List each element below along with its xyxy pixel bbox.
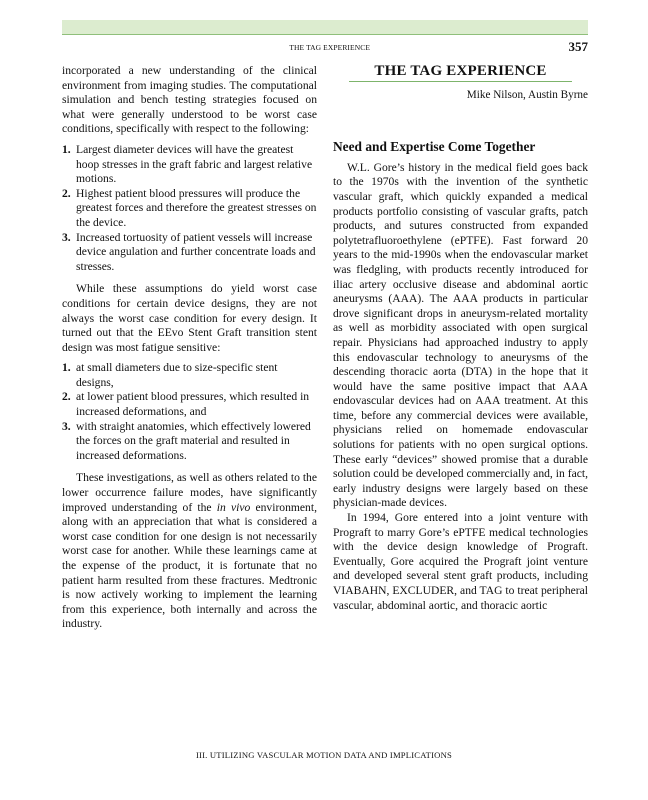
list-item [62,187,317,231]
header-rule [62,34,588,35]
list-number: 3. [62,230,71,244]
para3-part-1: These investigations, as well as others related to the lower occurrence failure modes, have significantly improved understanding of the [62,471,317,514]
section-title: THE TAG EXPERIENCE [349,64,572,82]
running-head [62,39,588,56]
list-number: 1. [62,361,71,375]
para3-part-2: environment, along with an appreciation that what is considered a worst case condition for one design is not necessarily worst case for another. While these learnings came at the expense of the product, it is fortunate that no patient harm resulted from these fractures. Medtronic is now actively working to implement the learning from this experience, both internally and across the industry. [62,500,317,631]
left-para-1: incorporated a new understanding of the clinical environment from imaging studies. The computational simulation and bench testing strategies focused on what were generally understood to be worst case conditions, specifically with respect to the following: [62,64,317,136]
list-text: Increased tortuosity of patient vessels will increase device angulation and further concentrate loads and stresses. [76,230,316,273]
page-number: 357 [568,39,588,54]
list-text: Highest patient blood pressures will produce the greatest forces and therefore the greatest stresses on the device. [76,186,317,229]
running-head-title: THE TAG EXPERIENCE [289,43,370,52]
list-number: 3. [62,419,71,433]
list-text: with straight anatomies, which effectively lowered the forces on the graft material and resulted in increased deformations. [76,419,311,462]
authors: Mike Nilson, Austin Byrne [466,88,588,101]
subheading: Need and Expertise Come Together [333,139,536,155]
list-item [62,420,317,464]
right-column [333,64,588,613]
left-para-3 [62,471,317,632]
list-item [62,361,317,390]
list-text: at small diameters due to size-specific stent designs, [76,361,278,389]
fatigue-sensitive-list [62,361,317,463]
right-para-1: W.L. Gore’s history in the medical field goes back to the 1970s with the invention of the synthetic vascular graft, which quickly expanded a medical products portfolio consisting of vascular grafts, patch products, and sutures constructed from expanded polytetrafluoroethylene (ePTFE). Fast forward 20 years to the mid-1990s when the endovascular market was fledgling, with products recently introduced for iliac artery occlusive disease and abdominal aortic aneurysms (AAA). The AAA products in particular drove significant drops in aneurysm-related mortality as well as morbidity associated with open surgical repair. Physicians had approached industry to apply this endovascular technology to aneurysms of the descending thoracic aorta (DTA) in the hope that it would have the same positive impact that AAA endovascular devices had on AAA treatment. At this time, before any commercial devices were available, physicians relied on homemade endovascular solutions for patients with no open surgical options. These early “devices” showed promise that a durable solution could be developed commercially and, in fact, early industry designs were largely based on these physician-made devices. [333,160,588,510]
list-item [62,390,317,419]
list-text: at lower patient blood pressures, which resulted in increased deformations, and [76,390,310,419]
list-text: Largest diameter devices will have the greatest hoop stresses in the graft fabric and largest relative motions. [76,142,313,186]
header-band [62,20,588,34]
list-item [62,231,317,275]
page-footer: III. UTILIZING VASCULAR MOTION DATA AND IMPLICATIONS [196,750,452,760]
left-column [62,64,317,632]
list-item [62,143,317,187]
right-para-2: In 1994, Gore entered into a joint venture with Prograft to marry Gore’s ePTFE medical technologies with the device design knowledge of Prograft. Eventually, Gore acquired the Prograft joint venture and developed several stent graft products, including VIABAHN, EXCLUDER, and TAG to treat peripheral vascular, abdominal aortic, and thoracic aortic [333,511,588,612]
left-para-2: While these assumptions do yield worst case conditions for certain device designs, they are not always the worst case condition for every design. It turned out that the EEvo Stent Graft transition stent design was most fatigue sensitive: [62,282,317,354]
list-number: 2. [62,390,71,404]
para3-italic: in vivo [216,500,251,514]
worst-case-list [62,143,317,274]
list-number: 2. [62,186,71,200]
list-number: 1. [62,142,71,156]
